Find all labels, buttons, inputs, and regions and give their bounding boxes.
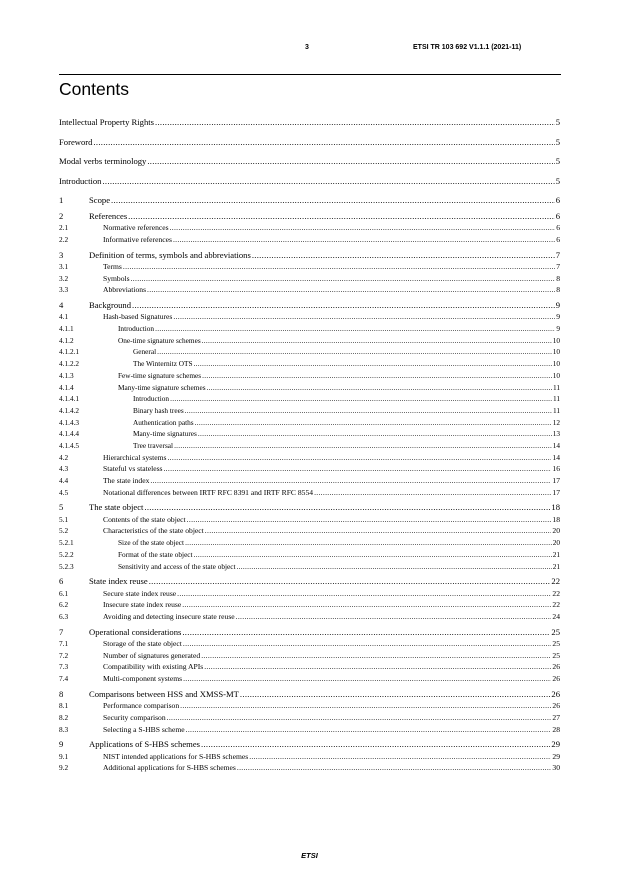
toc-entry-number: 7.2 (59, 650, 69, 660)
toc-entry-title: Tree traversal (133, 440, 174, 450)
toc-entry[interactable] (59, 222, 560, 234)
toc-entry-page: 6 (556, 234, 560, 244)
toc-entry-title: Definition of terms, symbols and abbreviations (89, 249, 251, 260)
toc-entry-title: Operational considerations (89, 626, 182, 637)
toc-entry-number: 4.1.4.1 (59, 394, 80, 404)
toc-dot-leader (236, 611, 552, 623)
toc-dot-leader (201, 738, 550, 750)
header-rule (59, 74, 561, 75)
toc-entry-page: 5 (555, 136, 560, 147)
toc-entry[interactable] (59, 487, 560, 499)
toc-entry-title: Multi-component systems (103, 674, 183, 684)
toc-entry-number: 4.1 (59, 312, 69, 322)
toc-entry[interactable] (59, 700, 560, 712)
toc-dot-leader (102, 172, 554, 192)
toc-entry-title: Introduction (118, 324, 155, 334)
toc-entry-page: 28 (552, 724, 560, 734)
toc-entry[interactable] (59, 501, 560, 513)
toc-entry-title: Size of the state object (118, 538, 185, 548)
toc-dot-leader (170, 222, 556, 234)
toc-dot-leader (194, 358, 552, 370)
toc-entry-page: 26 (552, 674, 560, 684)
toc-entry-number: 3 (59, 249, 64, 260)
toc-entry-number: 4.1.4.4 (59, 429, 80, 439)
toc-entry[interactable] (59, 335, 560, 347)
toc-entry-title: References (89, 210, 128, 221)
toc-dot-leader (170, 393, 552, 405)
toc-entry[interactable] (59, 738, 560, 750)
toc-entry-title: Secure state index reuse (103, 588, 177, 598)
toc-entry-number: 4.1.4.5 (59, 440, 80, 450)
toc-entry-title: Storage of the state object (103, 639, 182, 649)
toc-entry-number: 7.3 (59, 662, 69, 672)
toc-entry[interactable] (59, 346, 560, 358)
toc-dot-leader (173, 234, 555, 246)
toc-dot-leader (128, 210, 555, 222)
toc-entry[interactable] (59, 393, 560, 405)
toc-entry[interactable] (59, 650, 560, 662)
toc-entry-number: 5.2.1 (59, 538, 74, 548)
toc-entry-title: Contents of the state object (103, 514, 186, 524)
toc-dot-leader (123, 261, 555, 273)
toc-entry-title: Background (89, 299, 132, 310)
page-title: Contents (59, 79, 130, 99)
toc-dot-leader (131, 273, 556, 285)
toc-entry-page: 12 (552, 417, 560, 427)
toc-entry[interactable] (59, 273, 560, 285)
toc-entry-number: 5.2.2 (59, 549, 74, 559)
toc-dot-leader (147, 284, 555, 296)
toc-entry-title: The state object (89, 502, 144, 513)
toc-entry-number: 3.2 (59, 273, 69, 283)
toc-dot-leader (207, 382, 552, 394)
toc-entry-number: 3.1 (59, 261, 69, 271)
toc-dot-leader (182, 599, 551, 611)
toc-dot-leader (249, 751, 551, 763)
toc-entry-page: 8 (556, 285, 560, 295)
toc-dot-leader (237, 561, 552, 573)
toc-dot-leader (144, 501, 550, 513)
toc-entry-title: Selecting a S-HBS scheme (103, 724, 185, 734)
toc-entry-number: 9 (59, 739, 64, 750)
toc-dot-leader (167, 452, 551, 464)
toc-entry[interactable] (59, 762, 560, 774)
toc-entry-page: 10 (552, 370, 560, 380)
toc-entry[interactable] (59, 440, 560, 452)
toc-entry[interactable] (59, 133, 560, 153)
toc-dot-leader (202, 370, 552, 382)
toc-entry-number: 6 (59, 576, 64, 587)
toc-entry-page: 18 (551, 502, 560, 513)
toc-entry-number: 5.2.3 (59, 561, 74, 571)
toc-entry-number: 7 (59, 626, 64, 637)
toc-entry-page: 6 (556, 223, 560, 233)
toc-entry-page: 27 (552, 712, 560, 722)
toc-entry[interactable] (59, 417, 560, 429)
toc-entry-page: 8 (556, 273, 560, 283)
toc-entry-title: Modal verbs terminology (59, 156, 147, 167)
toc-entry-number: 4.1.2.2 (59, 359, 80, 369)
toc-entry-title: Informative references (103, 234, 172, 244)
toc-entry[interactable] (59, 661, 560, 673)
toc-entry[interactable] (59, 323, 560, 335)
toc-entry[interactable] (59, 194, 560, 206)
toc-entry[interactable] (59, 261, 560, 273)
toc-entry-page: 11 (552, 382, 560, 392)
toc-entry-number: 8.3 (59, 724, 69, 734)
toc-entry-page: 11 (552, 394, 560, 404)
toc-entry[interactable] (59, 452, 560, 464)
toc-entry[interactable] (59, 234, 560, 246)
toc-dot-leader (163, 463, 551, 475)
toc-entry-title: Characteristics of the state object (103, 526, 204, 536)
toc-entry-page: 22 (552, 588, 560, 598)
toc-entry-number: 4.1.2.1 (59, 347, 80, 357)
toc-entry-title: Stateful vs stateless (103, 464, 163, 474)
toc-entry[interactable] (59, 525, 560, 537)
toc-entry-title: Many-time signatures (133, 429, 197, 439)
toc-entry-title: Comparisons between HSS and XMSS-MT (89, 688, 239, 699)
toc-entry-number: 9.1 (59, 751, 69, 761)
toc-entry[interactable] (59, 152, 560, 172)
toc-entry-title: Sensitivity and access of the state object (118, 561, 236, 571)
toc-dot-leader (167, 712, 552, 724)
toc-entry-number: 6.2 (59, 600, 69, 610)
toc-entry-title: Abbreviations (103, 285, 147, 295)
toc-entry-title: Normative references (103, 223, 169, 233)
toc-dot-leader (93, 133, 554, 153)
toc-entry-page: 5 (555, 117, 560, 127)
toc-entry[interactable] (59, 638, 560, 650)
toc-entry-number: 1 (59, 195, 64, 206)
toc-entry-page: 17 (552, 476, 560, 485)
toc-entry-page: 10 (552, 335, 560, 345)
toc-entry-page: 16 (552, 464, 560, 474)
toc-entry-page: 6 (555, 195, 560, 206)
toc-entry[interactable] (59, 611, 560, 623)
toc-entry-number: 4.1.4.3 (59, 417, 80, 427)
toc-entry-number: 4.1.2 (59, 335, 74, 345)
toc-entry[interactable] (59, 751, 560, 763)
toc-entry[interactable] (59, 358, 560, 370)
table-of-contents (59, 113, 560, 774)
toc-entry[interactable] (59, 599, 560, 611)
toc-dot-leader (240, 688, 550, 700)
toc-entry-page: 11 (552, 405, 560, 415)
toc-entry[interactable] (59, 537, 560, 549)
toc-dot-leader (173, 311, 555, 323)
toc-dot-leader (186, 724, 552, 736)
toc-entry-page: 17 (552, 487, 560, 497)
toc-dot-leader (185, 537, 552, 549)
toc-entry-page: 26 (551, 688, 560, 699)
toc-entry-page: 30 (552, 763, 560, 773)
toc-entry[interactable] (59, 249, 560, 261)
toc-dot-leader (194, 549, 552, 561)
toc-entry-title: Intellectual Property Rights (59, 117, 154, 127)
toc-entry-title: Introduction (133, 394, 170, 404)
toc-dot-leader (111, 194, 555, 206)
toc-entry-title: Scope (89, 195, 111, 206)
toc-dot-leader (252, 249, 555, 261)
toc-entry-title: Authentication paths (133, 417, 194, 427)
toc-entry-number: 3.3 (59, 285, 69, 295)
toc-entry[interactable] (59, 382, 560, 394)
toc-entry-number: 6.1 (59, 588, 69, 598)
toc-entry-page: 7 (555, 249, 560, 260)
toc-entry-number: 8 (59, 688, 64, 699)
toc-entry-page: 21 (552, 549, 560, 559)
toc-entry[interactable] (59, 428, 560, 440)
toc-entry-number: 5.2 (59, 526, 69, 536)
toc-dot-leader (182, 626, 550, 638)
toc-entry-page: 22 (552, 600, 560, 610)
toc-entry[interactable] (59, 299, 560, 311)
toc-entry-title: General (133, 347, 157, 357)
toc-entry-number: 4.1.1 (59, 324, 74, 334)
toc-entry-title: Hierarchical systems (103, 452, 167, 462)
toc-entry[interactable] (59, 688, 560, 700)
toc-entry-page: 9 (556, 324, 560, 334)
toc-entry-number: 2 (59, 210, 64, 221)
toc-entry[interactable] (59, 210, 560, 222)
toc-dot-leader (201, 650, 551, 662)
toc-entry-title: NIST intended applications for S-HBS schemes (103, 751, 249, 761)
toc-entry-title: The state index (103, 476, 150, 485)
toc-entry-number: 8.2 (59, 712, 69, 722)
toc-entry-title: Notational differences between IRTF RFC 8391 and IRTF RFC 8554 (103, 487, 314, 497)
toc-dot-leader (155, 113, 555, 133)
toc-entry-title: Hash-based Signatures (103, 312, 173, 322)
toc-entry-title: Performance comparison (103, 701, 180, 711)
toc-entry-page: 9 (555, 299, 560, 310)
toc-dot-leader (198, 428, 552, 440)
toc-dot-leader (147, 152, 554, 172)
toc-entry[interactable] (59, 463, 560, 475)
toc-entry[interactable] (59, 311, 560, 323)
footer-logo-text: ETSI (301, 851, 318, 860)
toc-entry-number: 2.2 (59, 234, 69, 244)
toc-entry-page: 14 (552, 440, 560, 450)
toc-entry-number: 2.1 (59, 223, 69, 233)
toc-entry-number: 5 (59, 502, 64, 513)
toc-entry-number: 6.3 (59, 611, 69, 621)
toc-dot-leader (150, 475, 551, 487)
toc-entry[interactable] (59, 673, 560, 685)
toc-dot-leader (177, 588, 551, 600)
toc-entry-title: One-time signature schemes (118, 335, 201, 345)
toc-entry[interactable] (59, 588, 560, 600)
toc-entry-number: 4.3 (59, 464, 69, 474)
toc-entry-number: 5.1 (59, 514, 69, 524)
toc-entry[interactable] (59, 724, 560, 736)
toc-entry-page: 13 (552, 429, 560, 439)
toc-entry[interactable] (59, 575, 560, 587)
toc-entry-page: 29 (552, 751, 560, 761)
toc-entry-page: 5 (555, 175, 560, 186)
toc-entry-title: The Winternitz OTS (133, 359, 193, 369)
toc-dot-leader (205, 525, 552, 537)
toc-dot-leader (187, 514, 552, 526)
toc-entry-page: 9 (556, 312, 560, 322)
toc-entry-title: Foreword (59, 136, 93, 147)
toc-entry[interactable] (59, 172, 560, 192)
toc-entry-page: 24 (552, 611, 560, 621)
toc-dot-leader (204, 661, 551, 673)
toc-entry-number: 7.4 (59, 674, 69, 684)
toc-entry-page: 25 (551, 626, 560, 637)
toc-dot-leader (237, 762, 552, 774)
toc-entry-page: 29 (551, 739, 560, 750)
toc-entry-title: Security comparison (103, 712, 166, 722)
toc-entry-number: 4.1.4.2 (59, 405, 80, 415)
toc-entry[interactable] (59, 549, 560, 561)
toc-entry-page: 26 (552, 662, 560, 672)
toc-entry[interactable] (59, 113, 560, 133)
toc-entry[interactable] (59, 514, 560, 526)
toc-entry-page: 20 (552, 526, 560, 536)
toc-entry-page: 10 (552, 359, 560, 369)
toc-dot-leader (183, 638, 552, 650)
toc-entry-page: 20 (552, 538, 560, 548)
toc-entry-number: 4.2 (59, 452, 69, 462)
toc-entry-page: 18 (552, 514, 560, 524)
header-page-number: 3 (305, 44, 309, 51)
toc-entry-title: Terms (103, 261, 122, 271)
toc-entry-page: 22 (551, 576, 560, 587)
toc-dot-leader (195, 417, 552, 429)
toc-entry-number: 4.1.3 (59, 370, 74, 380)
toc-entry-title: Many-time signature schemes (118, 382, 206, 392)
toc-dot-leader (202, 335, 552, 347)
toc-entry-title: Avoiding and detecting insecure state reuse (103, 611, 235, 621)
toc-dot-leader (180, 700, 551, 712)
toc-dot-leader (183, 673, 551, 685)
toc-entry[interactable] (59, 284, 560, 296)
toc-entry-title: Binary hash trees (133, 405, 184, 415)
toc-entry-number: 8.1 (59, 701, 69, 711)
toc-entry-title: Format of the state object (118, 549, 193, 559)
toc-dot-leader (314, 487, 551, 499)
toc-entry-page: 25 (552, 639, 560, 649)
toc-entry[interactable] (59, 405, 560, 417)
toc-entry-number: 4 (59, 299, 64, 310)
toc-entry-title: Number of signatures generated (103, 650, 201, 660)
toc-entry-number: 4.5 (59, 487, 69, 497)
toc-entry-title: Symbols (103, 273, 130, 283)
toc-entry[interactable] (59, 475, 560, 487)
toc-dot-leader (132, 299, 555, 311)
toc-entry-number: 7.1 (59, 639, 69, 649)
toc-entry-title: Additional applications for S-HBS schemes (103, 763, 236, 773)
toc-entry-title: Applications of S-HBS schemes (89, 739, 200, 750)
toc-entry-page: 6 (555, 210, 560, 221)
toc-dot-leader (149, 575, 551, 587)
toc-entry[interactable] (59, 561, 560, 573)
toc-entry-title: Compatibility with existing APIs (103, 662, 204, 672)
toc-entry-page: 5 (555, 156, 560, 167)
header-document-id: ETSI TR 103 692 V1.1.1 (2021-11) (413, 44, 522, 51)
toc-entry-number: 9.2 (59, 763, 69, 773)
toc-dot-leader (174, 440, 552, 452)
toc-entry-page: 14 (552, 452, 560, 462)
toc-dot-leader (185, 405, 552, 417)
toc-entry-page: 7 (556, 261, 560, 271)
toc-entry[interactable] (59, 712, 560, 724)
toc-entry-page: 21 (552, 561, 560, 571)
toc-entry-title: Few-time signature schemes (118, 370, 202, 380)
toc-dot-leader (157, 346, 552, 358)
toc-entry-number: 4.1.4 (59, 382, 74, 392)
toc-entry-page: 26 (552, 701, 560, 711)
toc-entry-page: 25 (552, 650, 560, 660)
toc-entry[interactable] (59, 626, 560, 638)
toc-entry-number: 4.4 (59, 476, 69, 485)
toc-entry-page: 10 (552, 347, 560, 357)
toc-entry[interactable] (59, 370, 560, 382)
toc-entry-title: Insecure state index reuse (103, 600, 182, 610)
toc-entry-title: State index reuse (89, 576, 148, 587)
toc-entry-title: Introduction (59, 175, 102, 186)
toc-dot-leader (155, 323, 555, 335)
